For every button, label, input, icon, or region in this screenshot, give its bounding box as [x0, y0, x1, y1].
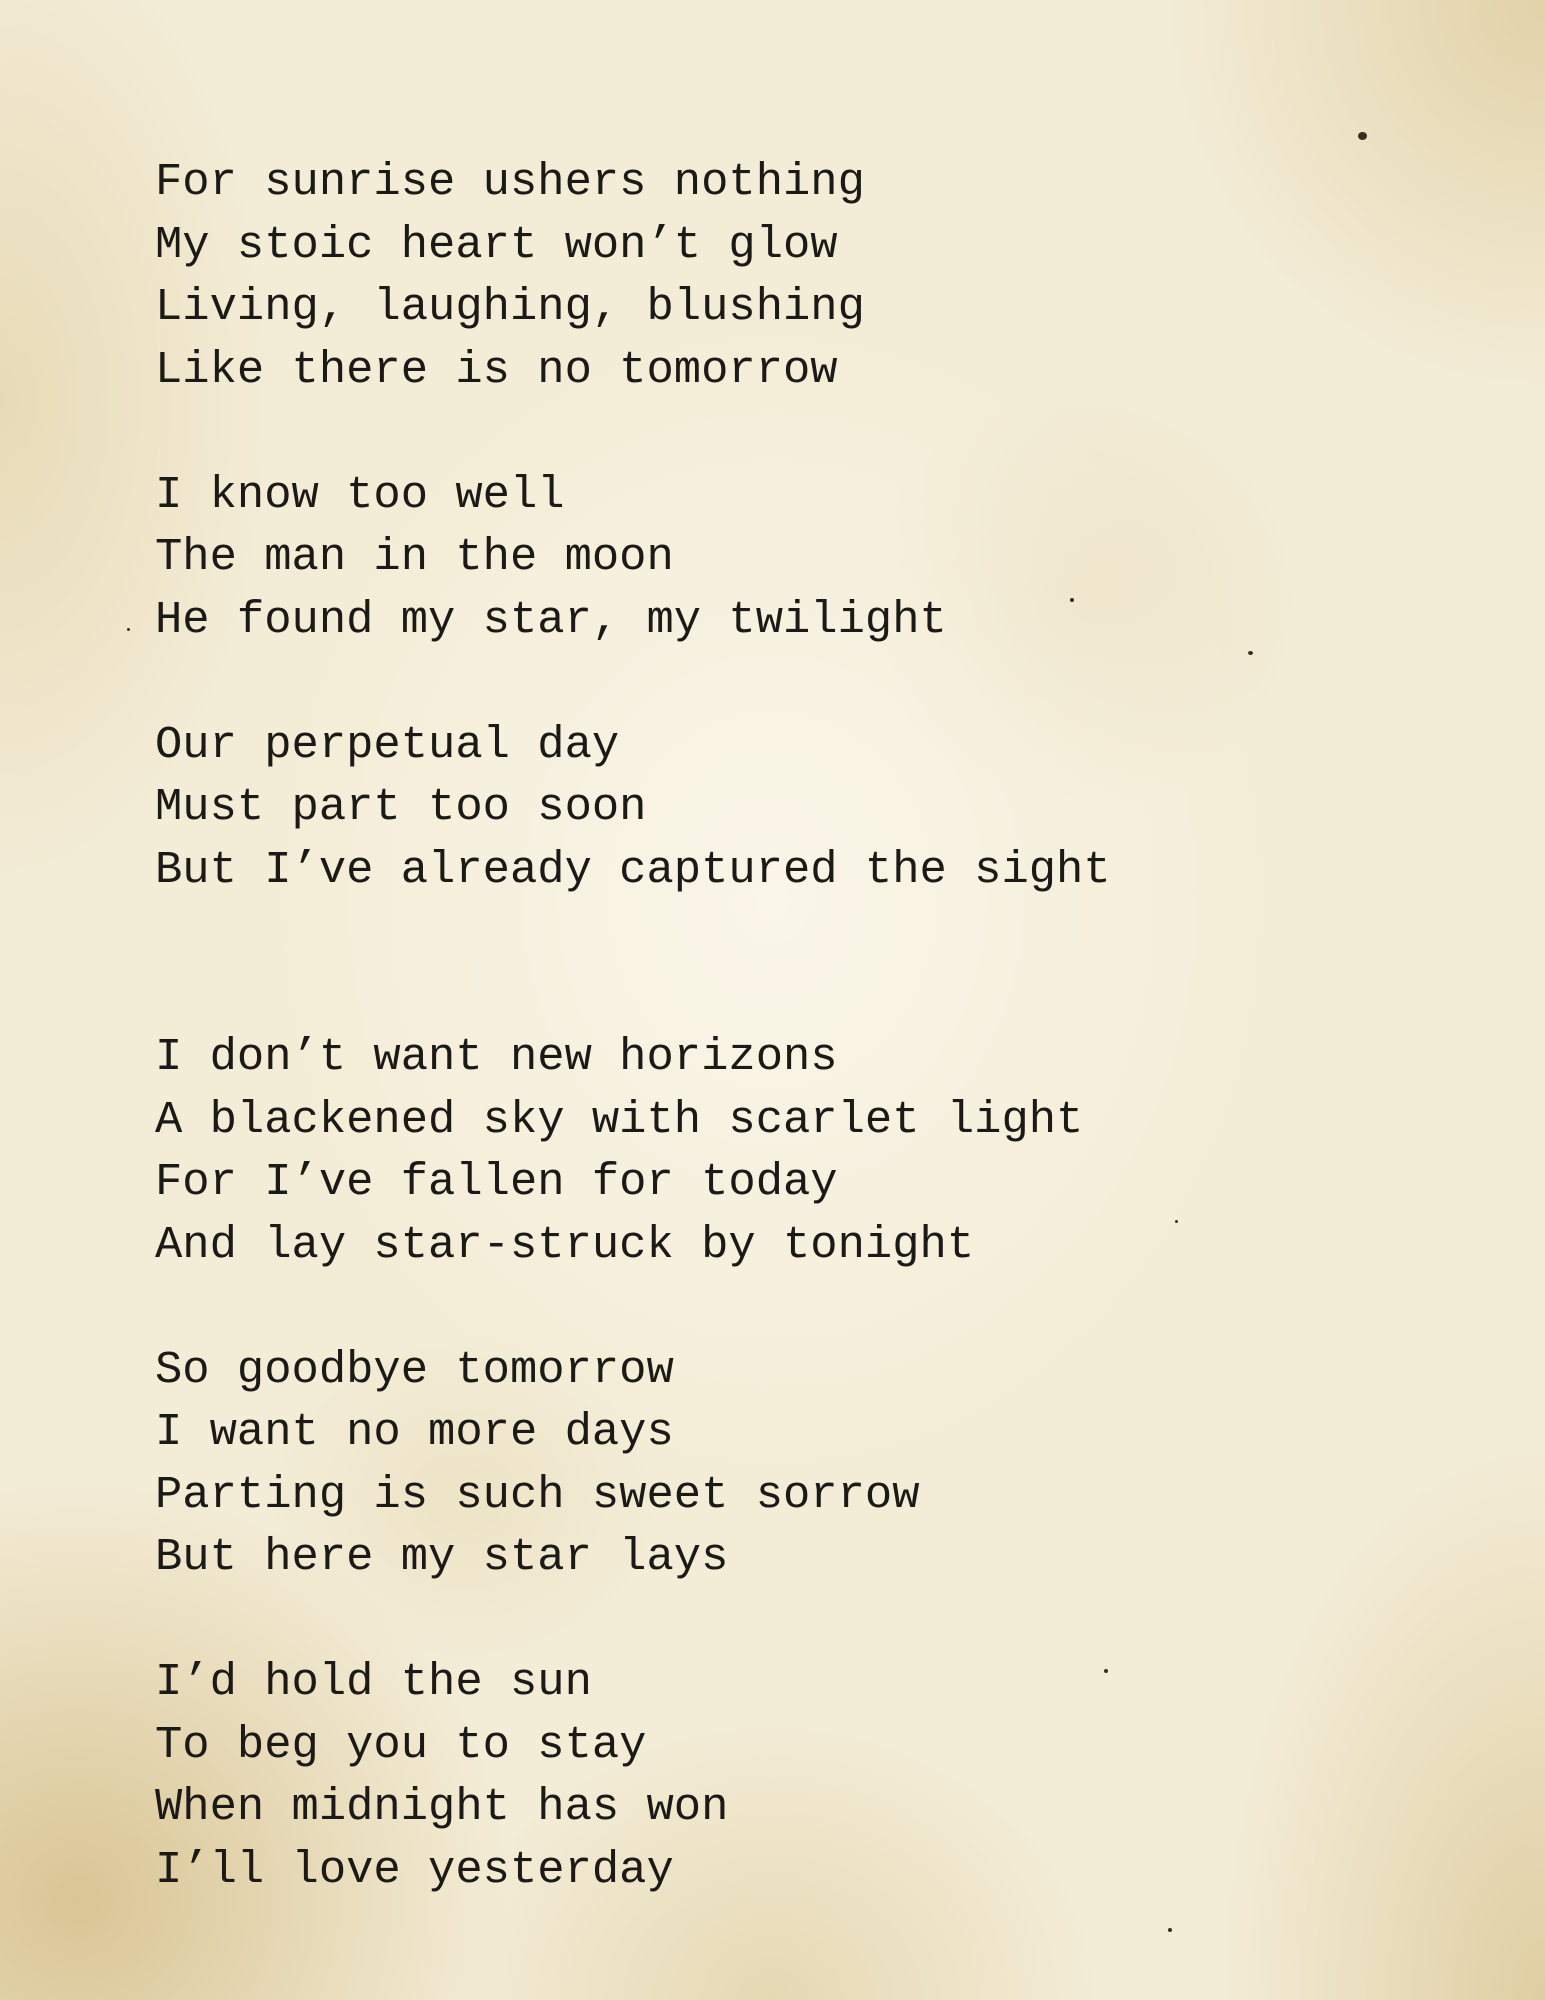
poem-line: The man in the moon	[155, 531, 674, 583]
stanza	[155, 1651, 1111, 1901]
stanza-gap	[155, 1276, 1111, 1339]
poem-line: But I’ve already captured the sight	[155, 843, 1111, 896]
poem-line: He found my star, my twilight	[155, 593, 947, 646]
paper-speck	[1175, 1220, 1178, 1223]
stanza-gap	[155, 401, 1111, 464]
poem-body	[155, 151, 1111, 1901]
poem-line: Living, laughing, blushing	[155, 281, 865, 333]
poem-line: When midnight has won	[155, 1781, 729, 1833]
poem-line: My stoic heart won’t glow	[155, 218, 838, 271]
paper-speck	[1248, 651, 1253, 655]
poem-line: I want no more days	[155, 1406, 674, 1458]
poem-line: I’d hold the sun	[155, 1656, 592, 1708]
stanza	[155, 714, 1111, 902]
stanza-gap	[155, 1589, 1111, 1652]
poem-line: For sunrise ushers nothing	[155, 156, 865, 208]
stanza	[155, 151, 1111, 401]
stanza	[155, 1339, 1111, 1589]
poem-line: A blackened sky with scarlet light	[155, 1093, 1084, 1146]
poem-line: I’ll love yesterday	[155, 1843, 674, 1896]
stanza	[155, 464, 1111, 652]
poem-line: Like there is no tomorrow	[155, 343, 838, 396]
stanza-gap	[155, 901, 1111, 1026]
poem-line: To beg you to stay	[155, 1718, 647, 1771]
paper-speck	[1358, 132, 1367, 140]
stanza	[155, 1026, 1111, 1276]
paper-speck	[1168, 1928, 1172, 1932]
poem-line: I don’t want new horizons	[155, 1031, 838, 1083]
poem-line: For I’ve fallen for today	[155, 1156, 838, 1208]
stanza-gap	[155, 651, 1111, 714]
poem-line: Parting is such sweet sorrow	[155, 1468, 920, 1521]
poem-line: Must part too soon	[155, 781, 647, 833]
poem-line: So goodbye tomorrow	[155, 1343, 674, 1396]
paper-speck	[127, 628, 130, 631]
poem-line: I know too well	[155, 468, 565, 521]
poem-line: Our perpetual day	[155, 718, 620, 771]
poem-line: And lay star-struck by tonight	[155, 1218, 975, 1271]
poem-line: But here my star lays	[155, 1531, 729, 1583]
